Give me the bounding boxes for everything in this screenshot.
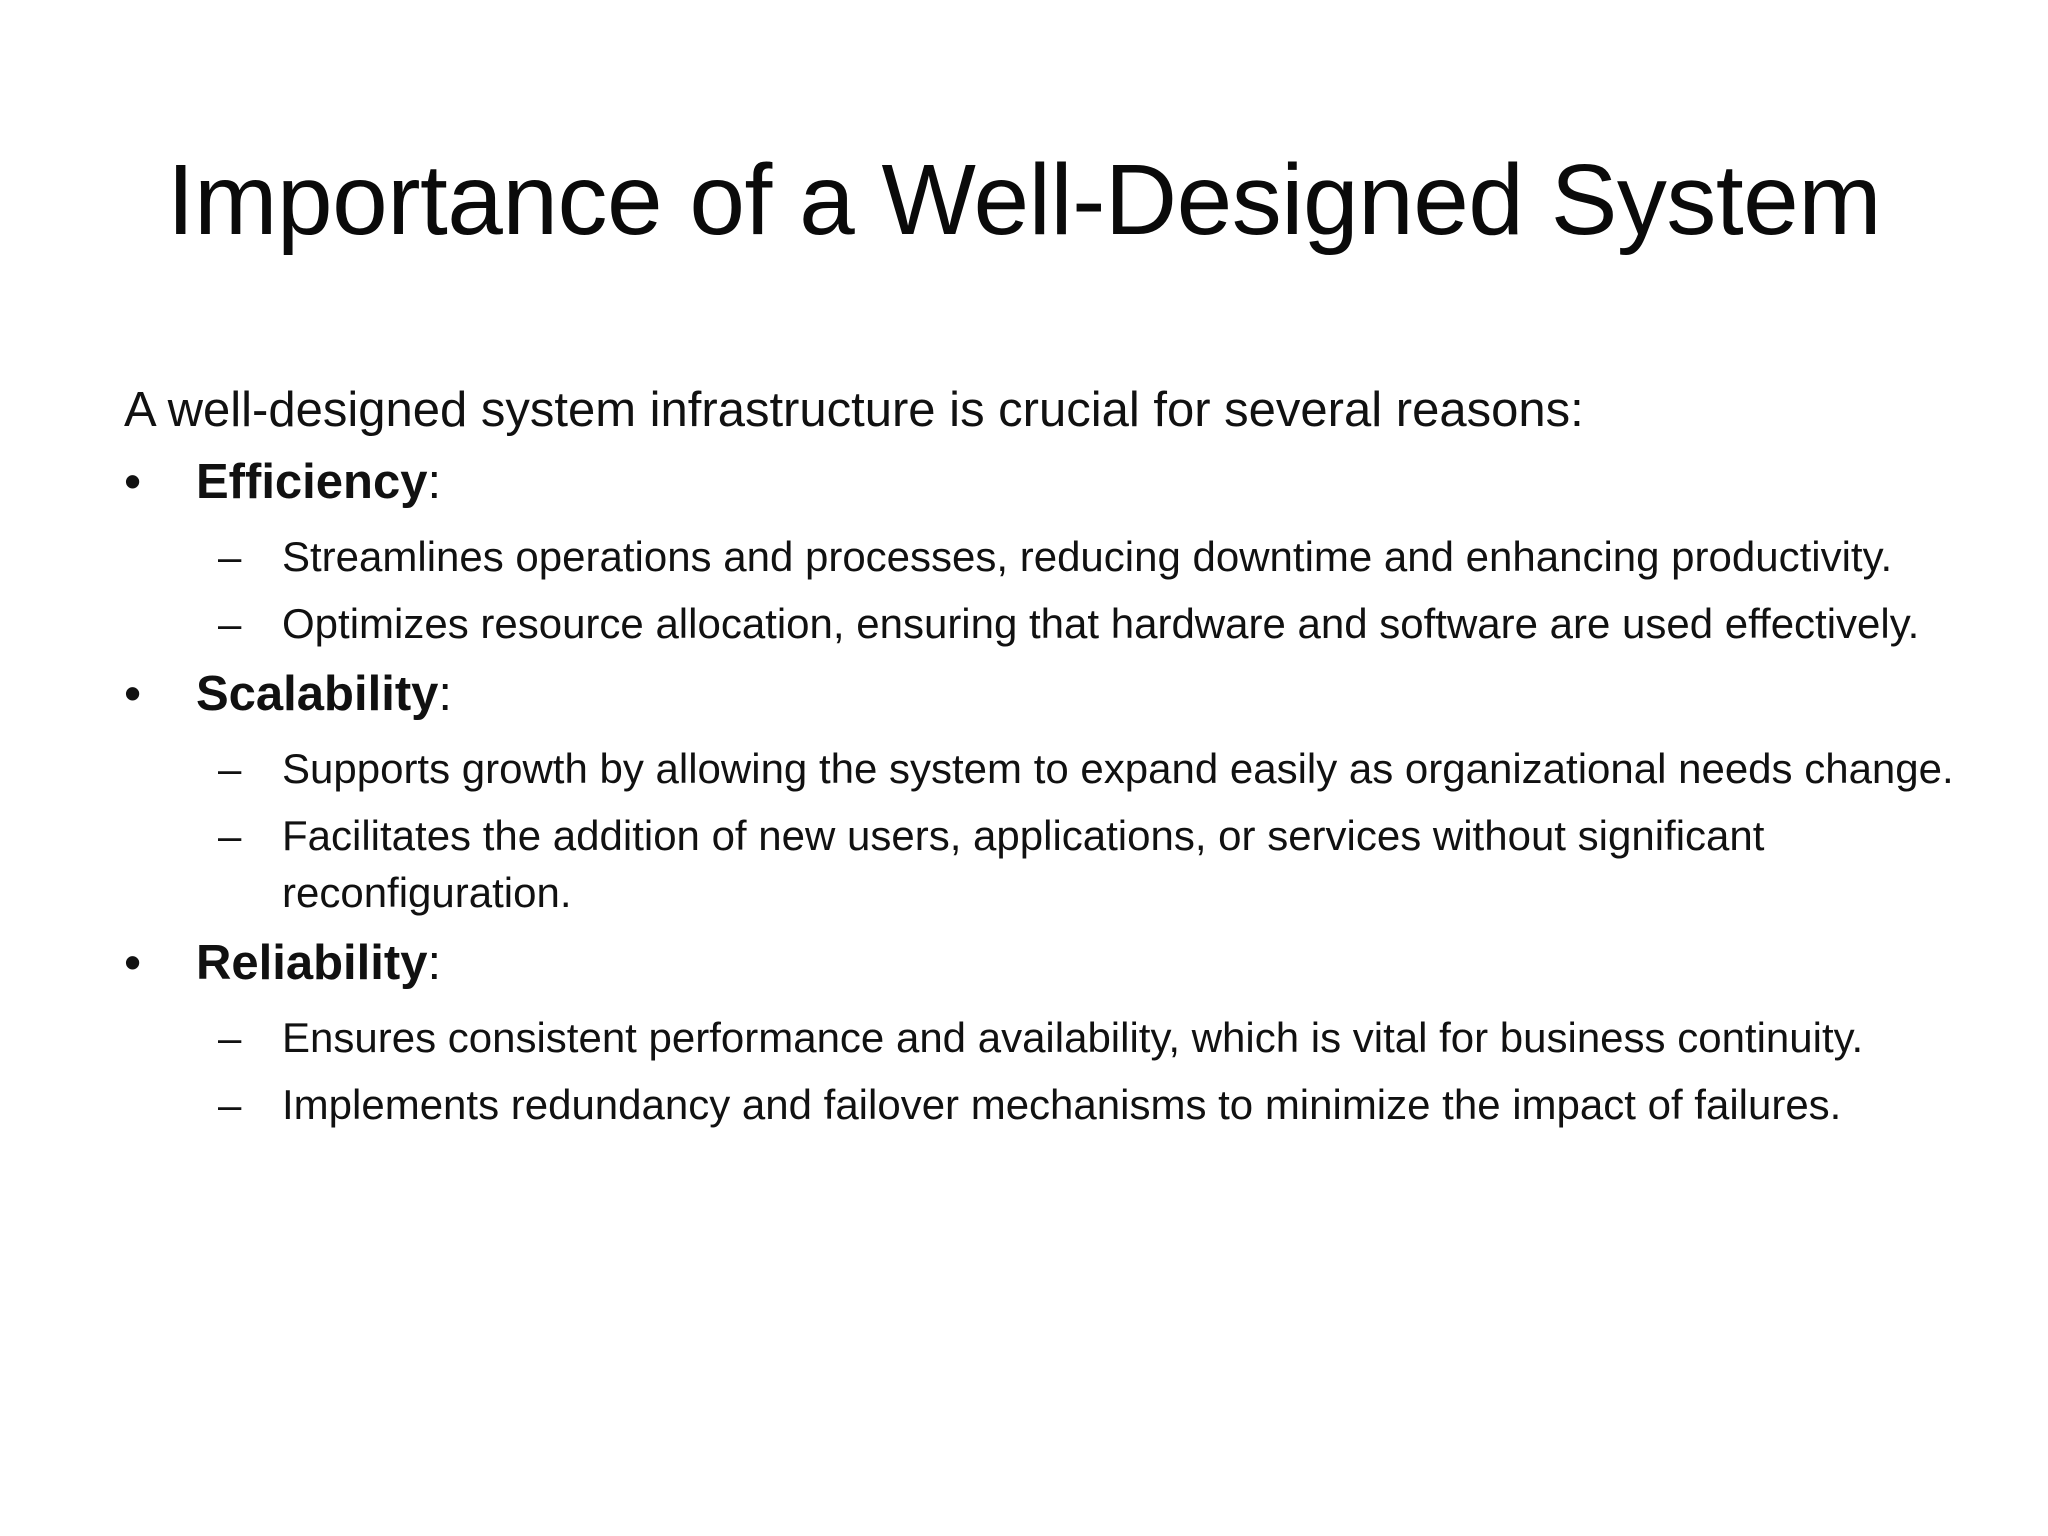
bullet-icon: •	[124, 936, 142, 990]
bullet-term: Scalability	[196, 667, 439, 721]
sub-point-text: Optimizes resource allocation, ensuring that hardware and software are used effectively.	[282, 600, 1920, 647]
bullet-item	[124, 662, 1984, 726]
sub-point-text: Implements redundancy and failover mechanisms to minimize the impact of failures.	[282, 1081, 1842, 1128]
sub-point	[124, 528, 1984, 585]
dash-icon: –	[218, 812, 242, 859]
bullet-icon: •	[124, 667, 142, 721]
dash-icon: –	[218, 533, 242, 580]
colon: :	[438, 667, 453, 721]
sub-point-text: Ensures consistent performance and availability, which is vital for business continuity.	[282, 1014, 1864, 1061]
bullet-term: Reliability	[196, 936, 428, 990]
dash-icon: –	[218, 1081, 242, 1128]
colon: :	[427, 455, 442, 509]
bullet-term: Efficiency	[196, 455, 428, 509]
dash-icon: –	[218, 745, 242, 792]
section-efficiency	[124, 450, 1984, 652]
dash-icon: –	[218, 600, 242, 647]
sub-point	[124, 740, 1984, 797]
sub-point-text: Supports growth by allowing the system to expand easily as organizational needs change.	[282, 745, 1954, 792]
slide-title: Importance of a Well-Designed System	[166, 144, 1882, 256]
slide-body	[124, 378, 1984, 1143]
bullet-item	[124, 931, 1984, 995]
section-reliability	[124, 931, 1984, 1133]
bullet-item	[124, 450, 1984, 514]
sub-point-text: Facilitates the addition of new users, applications, or services without significant reconfiguration.	[282, 812, 1765, 916]
colon: :	[427, 936, 442, 990]
intro-text: A well-designed system infrastructure is crucial for several reasons:	[124, 383, 1584, 437]
bullet-icon: •	[124, 455, 142, 509]
sub-point-text: Streamlines operations and processes, reducing downtime and enhancing productivity.	[282, 533, 1893, 580]
sub-point	[124, 807, 1984, 921]
sub-point	[124, 595, 1984, 652]
sub-point	[124, 1009, 1984, 1066]
dash-icon: –	[218, 1014, 242, 1061]
sub-point	[124, 1076, 1984, 1133]
section-scalability	[124, 662, 1984, 921]
